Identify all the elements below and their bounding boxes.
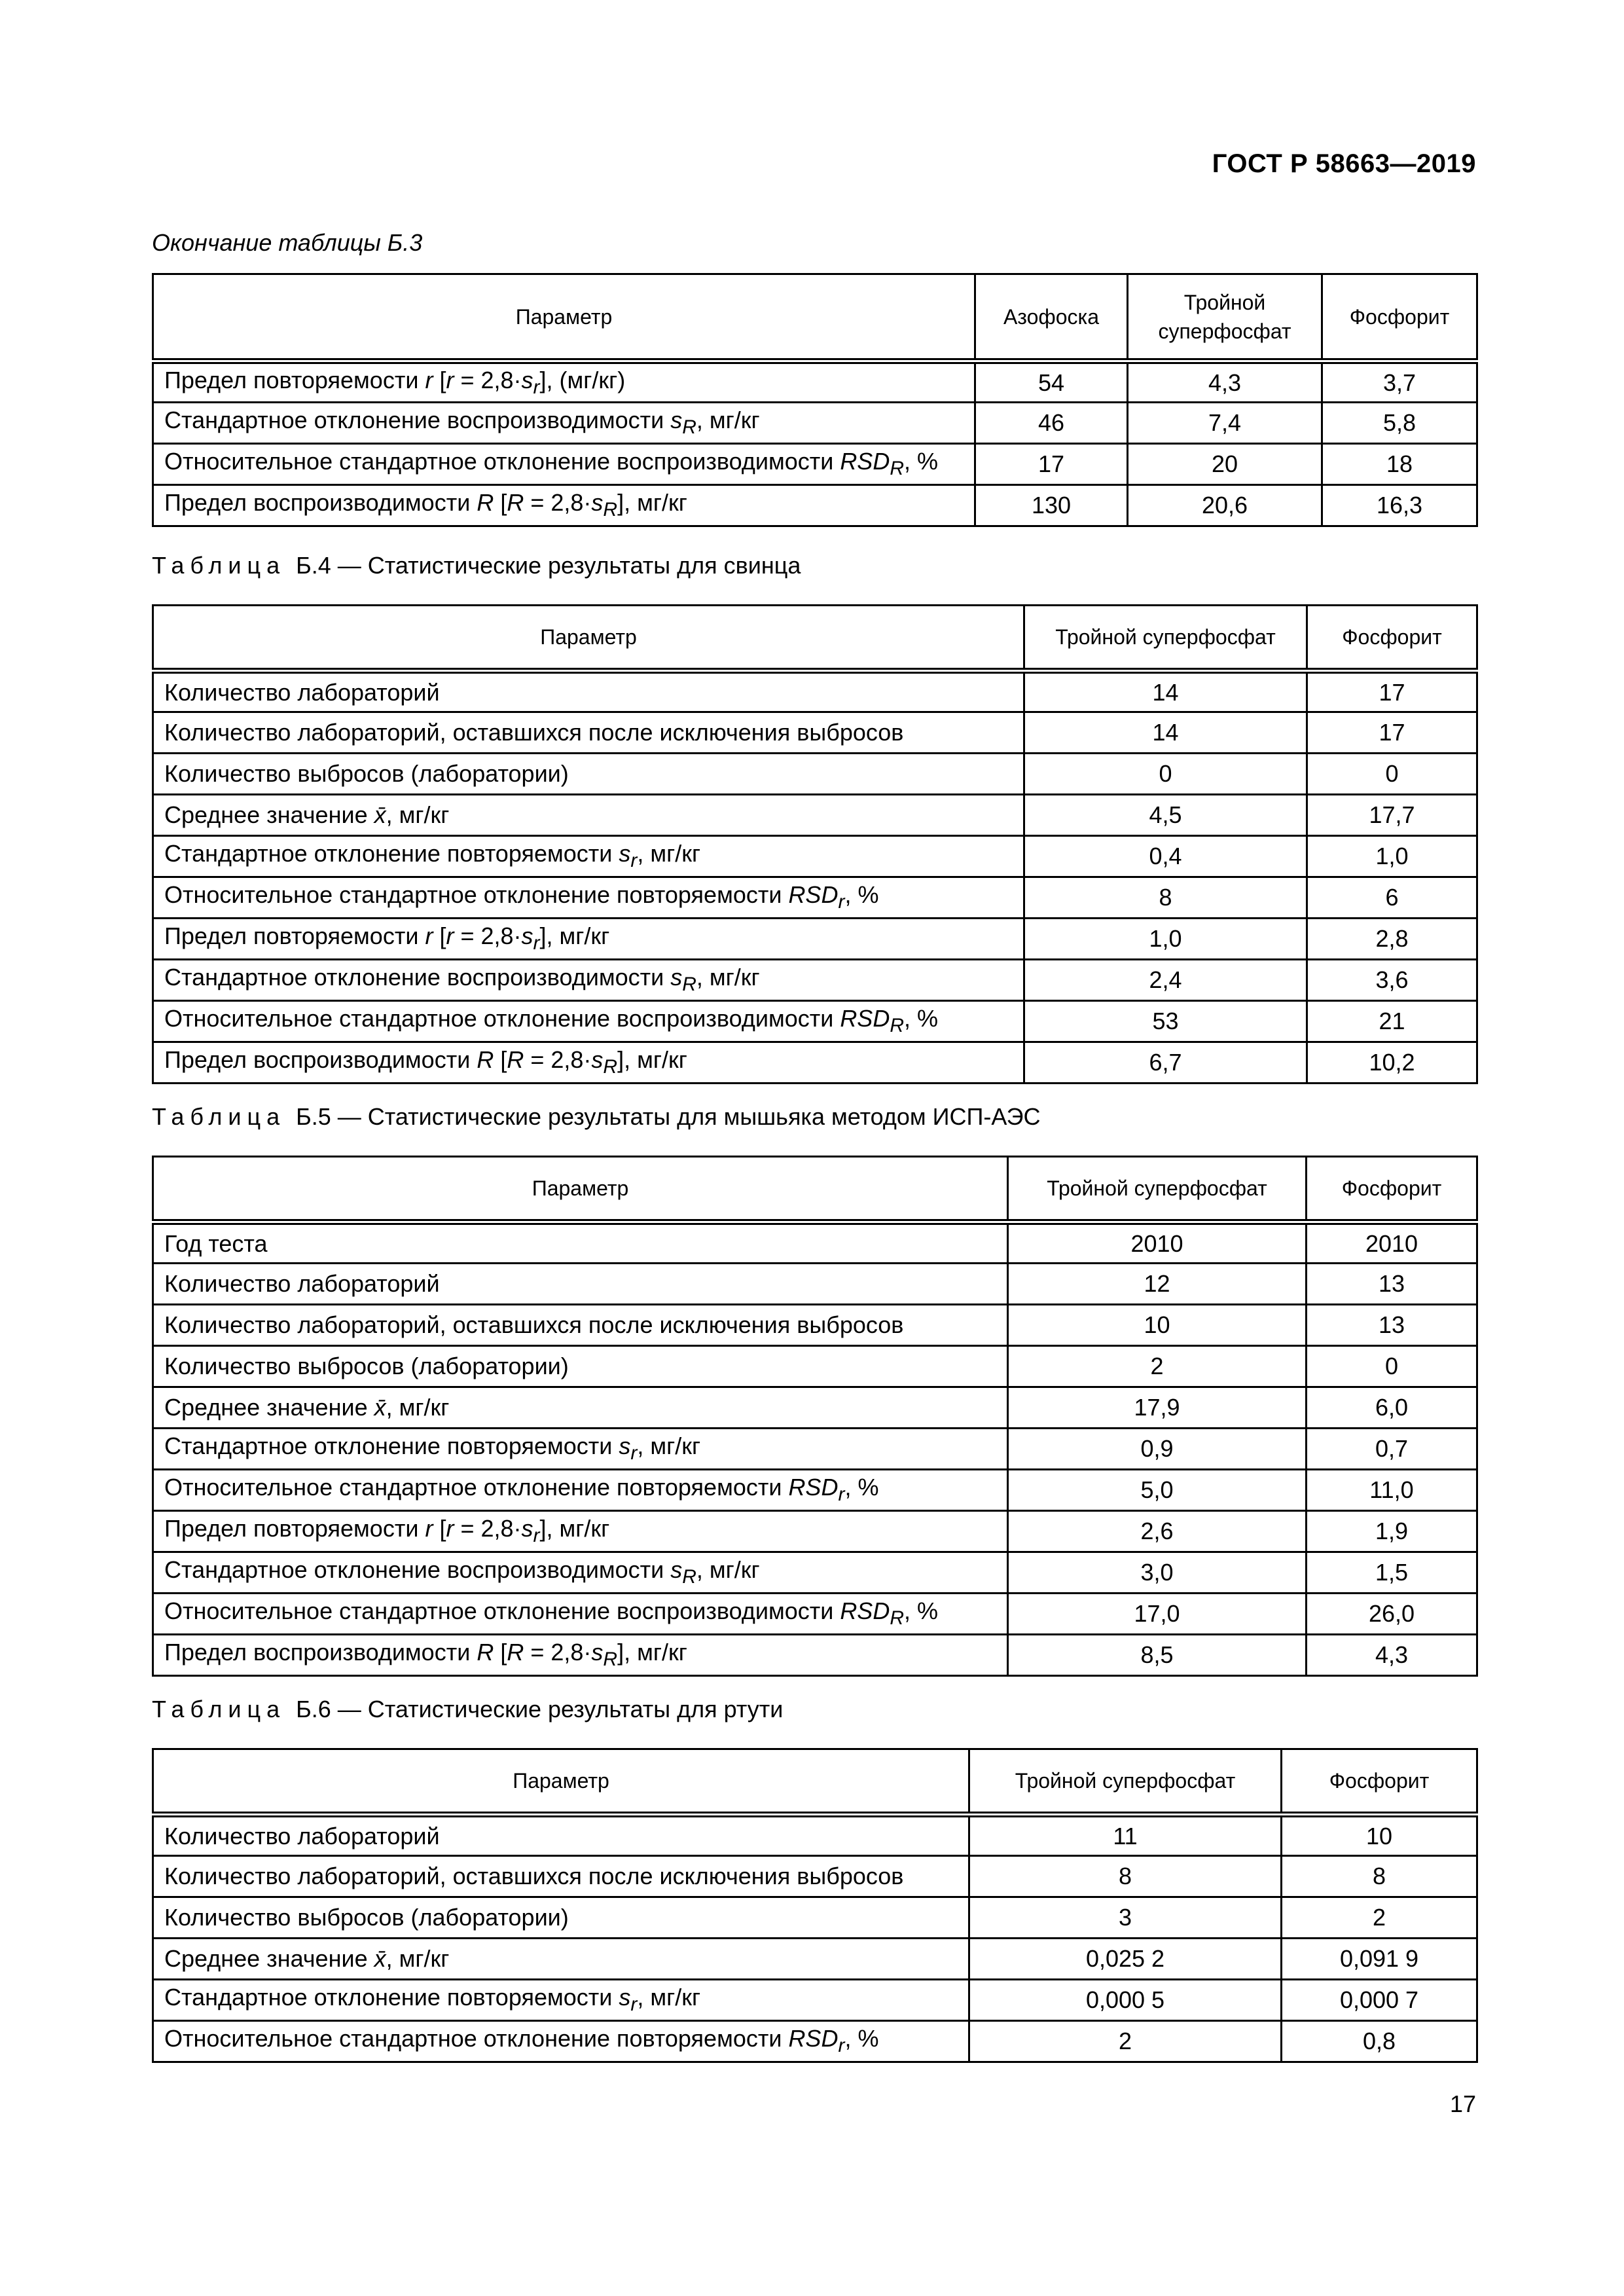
value-cell: 0,7 [1307,1429,1477,1470]
value-cell: 11 [969,1815,1282,1856]
value-cell: 26,0 [1307,1594,1477,1635]
value-cell: 6 [1307,877,1477,919]
value-cell: 16,3 [1322,485,1477,526]
value-cell: 4,3 [1307,1635,1477,1676]
page-number: 17 [1449,2090,1476,2117]
value-cell: 53 [1024,1001,1307,1042]
value-cell: 1,0 [1024,919,1307,960]
value-cell: 2,8 [1307,919,1477,960]
value-cell: 8 [1024,877,1307,919]
value-cell: 6,0 [1307,1387,1477,1429]
value-cell: 20,6 [1128,485,1322,526]
value-cell: 0,025 2 [969,1939,1282,1980]
table-row [153,671,1477,712]
table-b5-title [152,1103,1041,1131]
table-row [153,1897,1477,1939]
value-cell: 130 [975,485,1128,526]
table-row [153,1594,1477,1635]
parameter-cell: Относительное стандартное отклонение воспроизводимости $RSD_R$, % [153,1001,1024,1042]
column-header-triple-superphosphate: Тройной суперфосфат [1128,274,1322,361]
parameter-cell: Среднее значение x̄, мг/кг [153,1939,969,1980]
column-header-azofoska: Азофоска [975,274,1128,361]
value-cell: 5,8 [1322,403,1477,444]
table-title-text: Б.6 — Статистические результаты для ртути [296,1696,784,1722]
value-cell: 0 [1307,1346,1477,1387]
table-label-word: Таблица [152,1696,286,1722]
parameter-cell: Количество лабораторий, оставшихся после исключения выбросов [153,1305,1008,1346]
table-row [153,1815,1477,1856]
value-cell: 5,0 [1008,1470,1307,1511]
standard-designation: ГОСТ Р 58663—2019 [1212,149,1476,178]
table-row [153,877,1477,919]
table-row [153,2021,1477,2062]
table-b5 [152,1156,1478,1677]
parameter-cell: Предел повторяемости r $[r = 2,8\cdot s_r]$, (мг/кг) [153,361,975,403]
table-row [153,1980,1477,2021]
parameter-cell: Стандартное отклонение повторяемости $s_r$, мг/кг [153,1980,969,2021]
parameter-cell: Количество выбросов (лаборатории) [153,754,1024,795]
value-cell: 0 [1307,754,1477,795]
value-cell: 4,3 [1128,361,1322,403]
value-cell: 8 [1282,1856,1477,1897]
table-row [153,960,1477,1001]
table-row [153,1552,1477,1594]
value-cell: 54 [975,361,1128,403]
value-cell: 3,7 [1322,361,1477,403]
parameter-cell: Предел повторяемости r $[r = 2,8\cdot s_r]$, мг/кг [153,919,1024,960]
parameter-cell: Количество выбросов (лаборатории) [153,1346,1008,1387]
table-label-word: Таблица [152,552,286,579]
table-row [153,1429,1477,1470]
table-title-text: Б.4 — Статистические результаты для свинца [296,552,801,579]
table-row [153,1635,1477,1676]
parameter-cell: Стандартное отклонение воспроизводимости $s_R$, мг/кг [153,960,1024,1001]
table-row [153,1856,1477,1897]
parameter-cell: Относительное стандартное отклонение воспроизводимости $RSD_R$, % [153,444,975,485]
value-cell: 13 [1307,1305,1477,1346]
parameter-cell: Количество лабораторий [153,1264,1008,1305]
parameter-cell: Стандартное отклонение повторяемости $s_r$, мг/кг [153,1429,1008,1470]
parameter-cell: Относительное стандартное отклонение повторяемости $RSD_r$, % [153,877,1024,919]
value-cell: 12 [1008,1264,1307,1305]
table-header-row [153,606,1477,671]
value-cell: 0 [1024,754,1307,795]
value-cell: 1,0 [1307,836,1477,877]
table-row [153,1264,1477,1305]
value-cell: 7,4 [1128,403,1322,444]
table-row [153,1939,1477,1980]
parameter-cell: Предел воспроизводимости R $[R = 2,8\cdot s_R]$, мг/кг [153,485,975,526]
value-cell: 8,5 [1008,1635,1307,1676]
parameter-cell: Среднее значение x̄, мг/кг [153,795,1024,836]
table-row [153,754,1477,795]
table-row [153,795,1477,836]
column-header-phosphorite: Фосфорит [1282,1749,1477,1815]
parameter-cell: Предел повторяемости r $[r = 2,8\cdot s_r]$, мг/кг [153,1511,1008,1552]
value-cell: 3 [969,1897,1282,1939]
table-header-row [153,1749,1477,1815]
value-cell: 18 [1322,444,1477,485]
table-row [153,919,1477,960]
parameter-cell: Количество лабораторий [153,1815,969,1856]
table-b6 [152,1748,1478,2063]
parameter-cell: Количество лабораторий, оставшихся после исключения выбросов [153,1856,969,1897]
table-continuation-caption: Окончание таблицы Б.3 [152,229,423,256]
value-cell: 3,6 [1307,960,1477,1001]
table-label-word: Таблица [152,1103,286,1130]
value-cell: 6,7 [1024,1042,1307,1084]
column-header-parameter: Параметр [153,606,1024,671]
value-cell: 2,4 [1024,960,1307,1001]
value-cell: 0,000 5 [969,1980,1282,2021]
table-row [153,403,1477,444]
value-cell: 17 [1307,671,1477,712]
value-cell: 1,9 [1307,1511,1477,1552]
table-header-row [153,274,1477,361]
value-cell: 3,0 [1008,1552,1307,1594]
value-cell: 0,000 7 [1282,1980,1477,2021]
table-title-text: Б.5 — Статистические результаты для мышьяка методом ИСП-АЭС [296,1103,1041,1130]
parameter-cell: Предел воспроизводимости R $[R = 2,8\cdot s_R]$, мг/кг [153,1042,1024,1084]
value-cell: 2 [1008,1346,1307,1387]
value-cell: 2010 [1008,1222,1307,1264]
parameter-cell: Среднее значение x̄, мг/кг [153,1387,1008,1429]
table-b3 [152,273,1478,527]
parameter-cell: Предел воспроизводимости R $[R = 2,8\cdot s_R]$, мг/кг [153,1635,1008,1676]
table-row [153,1346,1477,1387]
parameter-cell: Относительное стандартное отклонение повторяемости $RSD_r$, % [153,2021,969,2062]
column-header-triple-superphosphate: Тройной суперфосфат [1024,606,1307,671]
parameter-cell: Год теста [153,1222,1008,1264]
value-cell: 10 [1282,1815,1477,1856]
column-header-phosphorite: Фосфорит [1307,606,1477,671]
value-cell: 2 [969,2021,1282,2062]
parameter-cell: Относительное стандартное отклонение воспроизводимости $RSD_R$, % [153,1594,1008,1635]
value-cell: 46 [975,403,1128,444]
parameter-cell: Стандартное отклонение воспроизводимости $s_R$, мг/кг [153,1552,1008,1594]
table-b4 [152,604,1478,1084]
value-cell: 0,091 9 [1282,1939,1477,1980]
value-cell: 0,9 [1008,1429,1307,1470]
parameter-cell: Стандартное отклонение повторяемости $s_r$, мг/кг [153,836,1024,877]
column-header-triple-superphosphate: Тройной суперфосфат [1008,1157,1307,1222]
table-row [153,1305,1477,1346]
value-cell: 17 [1307,712,1477,754]
table-row [153,444,1477,485]
value-cell: 14 [1024,671,1307,712]
column-header-parameter: Параметр [153,274,975,361]
value-cell: 14 [1024,712,1307,754]
table-row [153,836,1477,877]
value-cell: 2 [1282,1897,1477,1939]
value-cell: 17,7 [1307,795,1477,836]
table-row [153,712,1477,754]
table-b6-title [152,1696,783,1723]
parameter-cell: Количество лабораторий [153,671,1024,712]
table-row [153,1511,1477,1552]
parameter-cell: Стандартное отклонение воспроизводимости $s_R$, мг/кг [153,403,975,444]
value-cell: 20 [1128,444,1322,485]
value-cell: 10 [1008,1305,1307,1346]
value-cell: 17 [975,444,1128,485]
table-row [153,361,1477,403]
value-cell: 17,0 [1008,1594,1307,1635]
value-cell: 10,2 [1307,1042,1477,1084]
table-row [153,1470,1477,1511]
value-cell: 13 [1307,1264,1477,1305]
table-row [153,1001,1477,1042]
column-header-triple-superphosphate: Тройной суперфосфат [969,1749,1282,1815]
table-row [153,1387,1477,1429]
value-cell: 1,5 [1307,1552,1477,1594]
value-cell: 11,0 [1307,1470,1477,1511]
value-cell: 17,9 [1008,1387,1307,1429]
value-cell: 2010 [1307,1222,1477,1264]
value-cell: 21 [1307,1001,1477,1042]
column-header-parameter: Параметр [153,1157,1008,1222]
table-row [153,485,1477,526]
value-cell: 0,4 [1024,836,1307,877]
table-row [153,1042,1477,1084]
value-cell: 2,6 [1008,1511,1307,1552]
column-header-phosphorite: Фосфорит [1322,274,1477,361]
value-cell: 0,8 [1282,2021,1477,2062]
column-header-parameter: Параметр [153,1749,969,1815]
table-row [153,1222,1477,1264]
value-cell: 4,5 [1024,795,1307,836]
value-cell: 8 [969,1856,1282,1897]
parameter-cell: Количество лабораторий, оставшихся после исключения выбросов [153,712,1024,754]
parameter-cell: Количество выбросов (лаборатории) [153,1897,969,1939]
table-b4-title [152,552,801,579]
parameter-cell: Относительное стандартное отклонение повторяемости $RSD_r$, % [153,1470,1008,1511]
table-header-row [153,1157,1477,1222]
column-header-phosphorite: Фосфорит [1307,1157,1477,1222]
